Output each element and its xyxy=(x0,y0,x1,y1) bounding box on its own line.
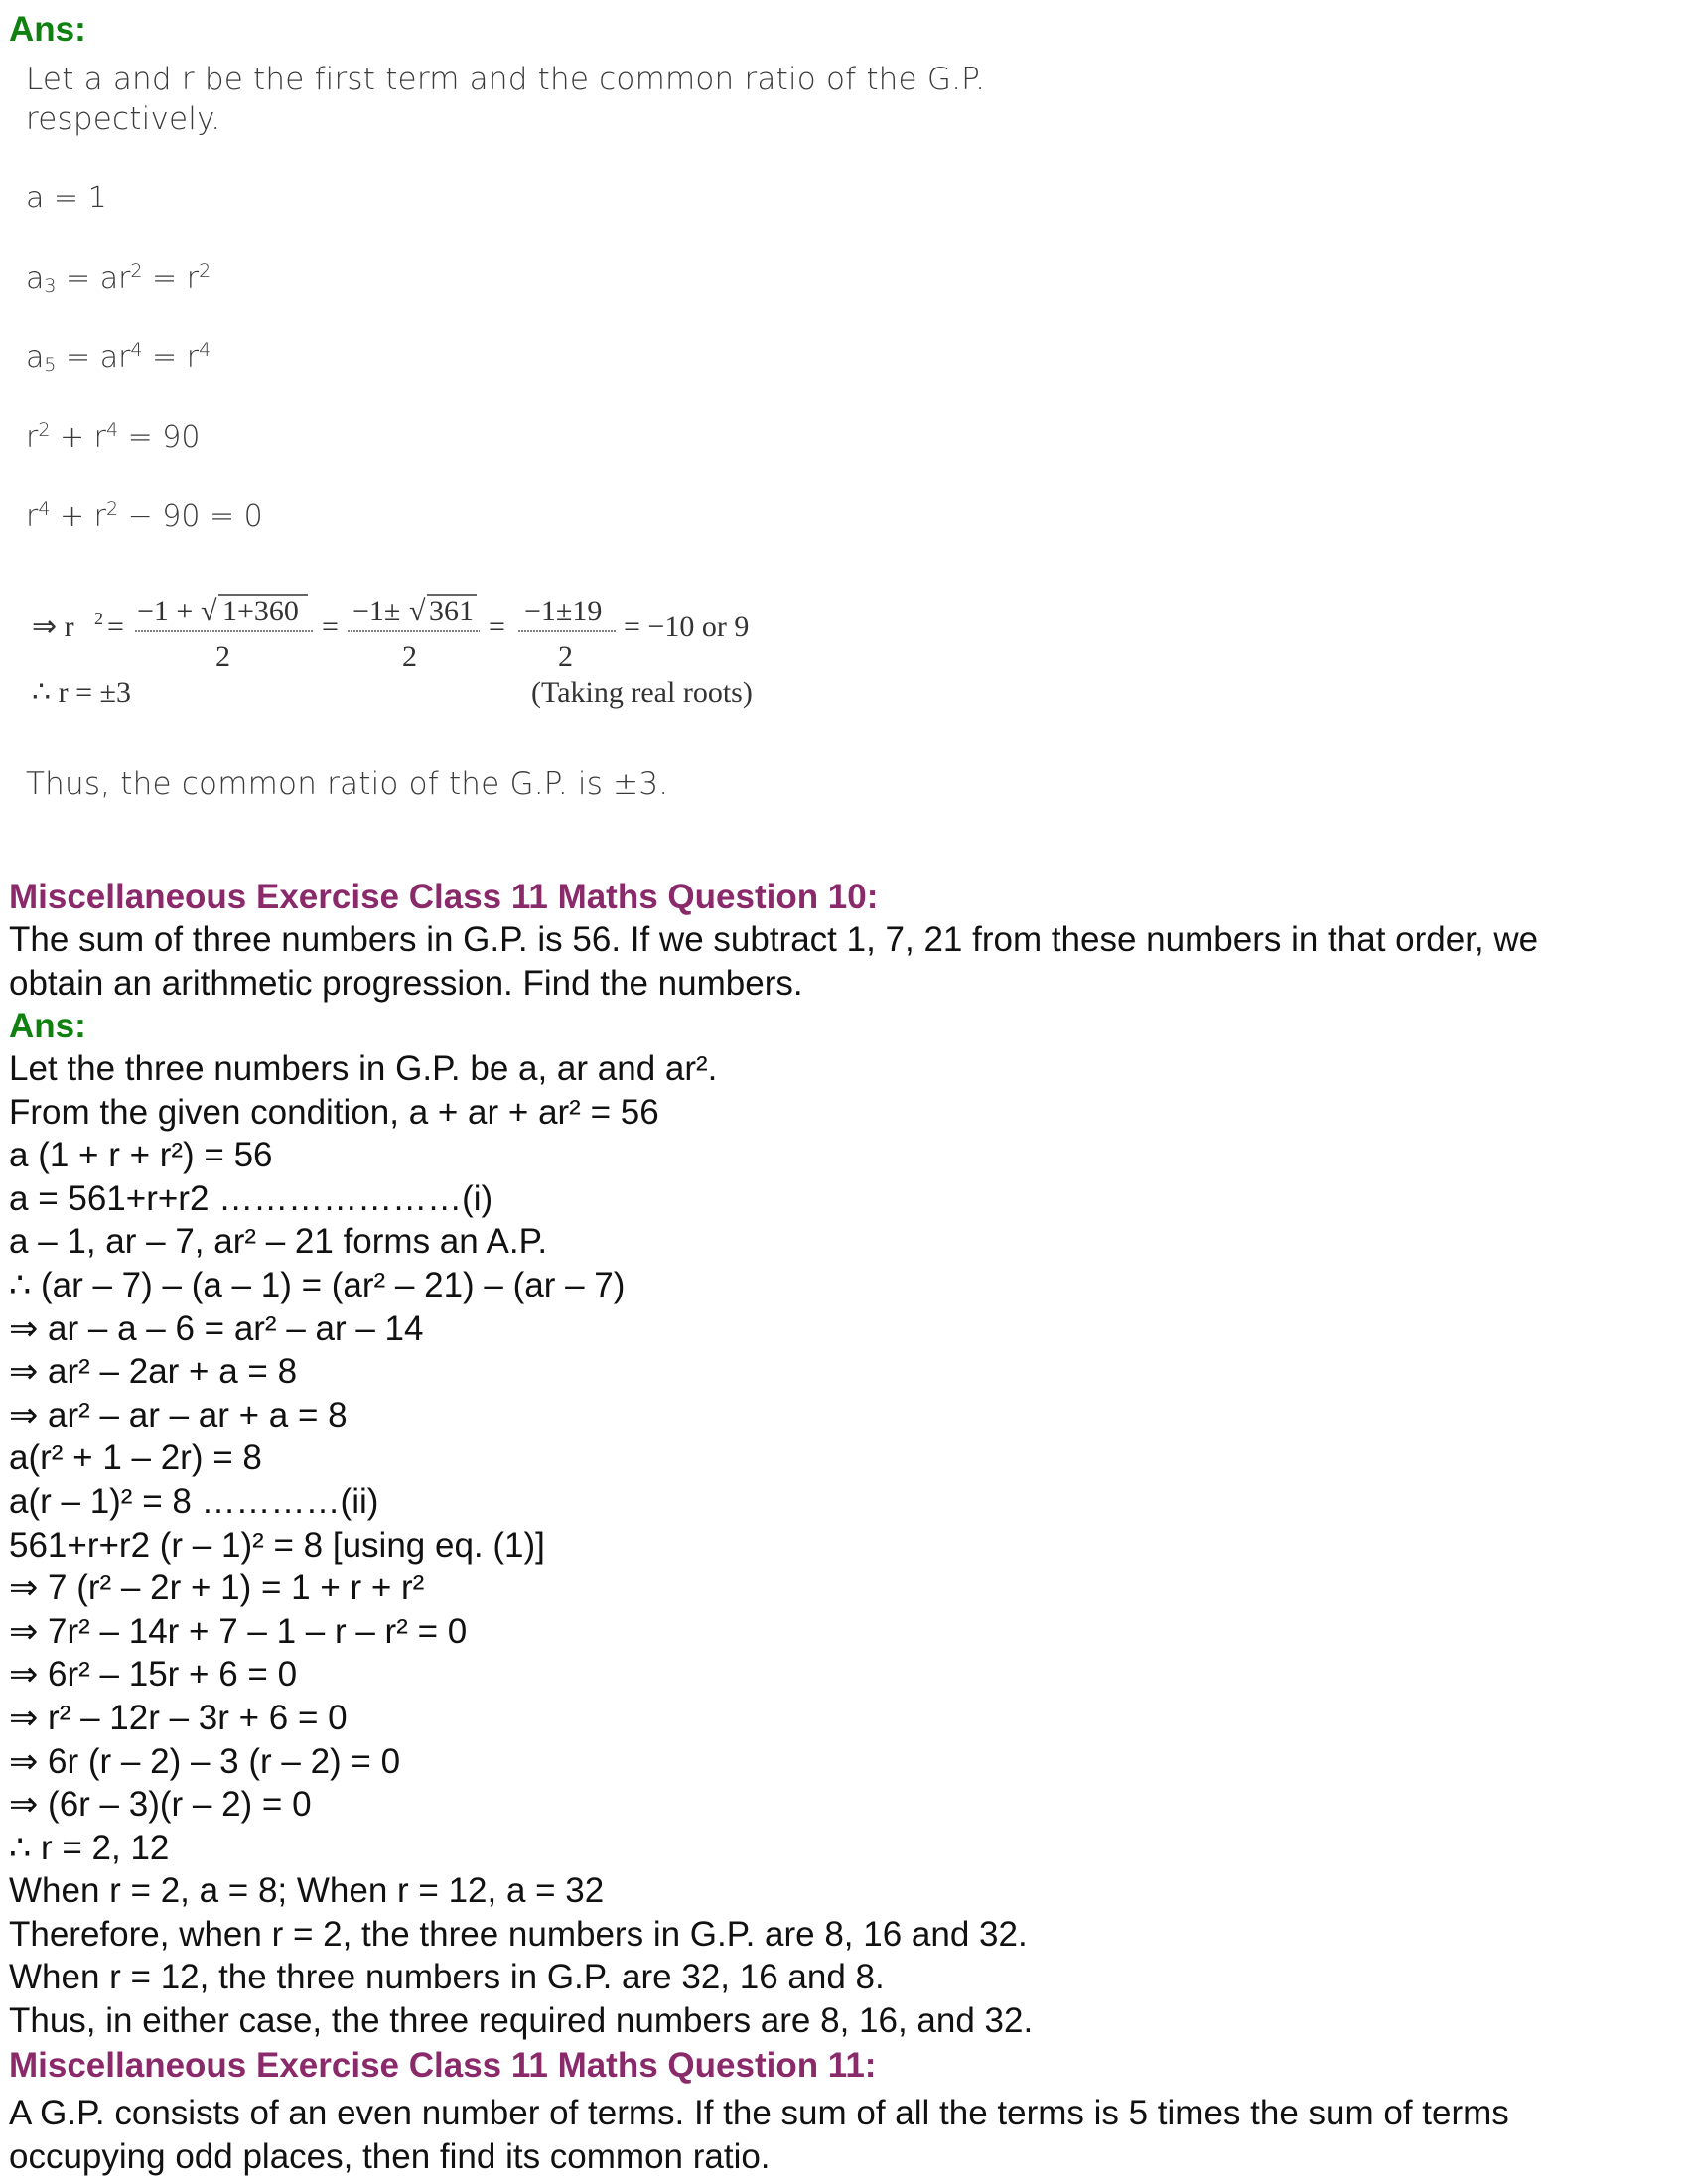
solution-line: ⇒ 7r² – 14r + 7 – 1 – r – r² = 0 xyxy=(9,1611,468,1651)
question-10-heading: Miscellaneous Exercise Class 11 Maths Question 10: xyxy=(9,878,879,916)
therefore-r: ∴ r = ±3 xyxy=(32,676,131,709)
solution-line: a – 1, ar – 7, ar² – 21 forms an A.P. xyxy=(9,1222,548,1262)
question-11-line-2: occupying odd places, then find its common ratio. xyxy=(9,2136,771,2176)
conclusion: Thus, the common ratio of the G.P. is ±3. xyxy=(26,766,669,802)
svg-text:1+360: 1+360 xyxy=(222,595,299,627)
denominator-2: 2 xyxy=(402,640,417,673)
solution-line: ⇒ ar² – ar – ar + a = 8 xyxy=(9,1395,348,1434)
solution-line: a (1 + r + r²) = 56 xyxy=(9,1136,273,1175)
solution-line: a(r² + 1 – 2r) = 8 xyxy=(9,1438,262,1478)
eq-sum: $r^2 + r^4 = 90$ xyxy=(26,419,201,455)
eq-a3: $a_3 = ar^2 = r^2$ xyxy=(26,260,211,297)
answer-label: Ans: xyxy=(9,10,86,49)
eq-quartic: $r^4 + r^2 - 90 = 0$ xyxy=(26,498,263,534)
question-11-line-1: A G.P. consists of an even number of terms. If the sum of all the terms is 5 times the sum of terms xyxy=(9,2094,1509,2132)
solution-line: From the given condition, a + ar + ar² = 56 xyxy=(9,1092,659,1132)
solution-line: ⇒ 6r² – 15r + 6 = 0 xyxy=(9,1655,298,1695)
solution-line: ⇒ ar² – 2ar + a = 8 xyxy=(9,1352,298,1392)
intro-line-1: Let a and r be the first term and the common ratio of the G.P. xyxy=(26,62,986,97)
solution-line: Thus, in either case, the three required numbers are 8, 16, and 32. xyxy=(9,2001,1034,2041)
numerator-2: −1± xyxy=(352,595,401,627)
svg-text:=: = xyxy=(322,611,339,643)
svg-text:√: √ xyxy=(201,595,217,627)
svg-text:361: 361 xyxy=(429,595,474,627)
svg-text:2: 2 xyxy=(94,609,103,628)
solution-line: Let the three numbers in G.P. be a, ar and ar². xyxy=(9,1049,718,1088)
solution-line: ∴ (ar – 7) – (a – 1) = (ar² – 21) – (ar – 7) xyxy=(9,1265,626,1304)
question-10-line-1: The sum of three numbers in G.P. is 56. If we subtract 1, 7, 21 from these numbers in that order, we xyxy=(9,920,1539,959)
quadratic-formula xyxy=(20,581,814,720)
solution-line: a = 561+r+r2 …………………(i) xyxy=(9,1178,493,1218)
svg-text:=: = xyxy=(107,611,124,643)
solution-line: ⇒ 7 (r² – 2r + 1) = 1 + r + r² xyxy=(9,1569,425,1608)
svg-text:√: √ xyxy=(409,595,426,627)
question-10-solution xyxy=(9,1047,1033,2043)
question-11-text xyxy=(9,2092,1509,2178)
solution-line: a(r – 1)² = 8 …………(ii) xyxy=(9,1481,379,1521)
intro-line-2: respectively. xyxy=(26,101,221,137)
denominator-1: 2 xyxy=(215,640,230,673)
solution-line: ⇒ r² – 12r – 3r + 6 = 0 xyxy=(9,1698,348,1737)
svg-text:=: = xyxy=(489,611,505,643)
question-10-text xyxy=(9,918,1677,1005)
question-10-line-2: obtain an arithmetic progression. Find the numbers. xyxy=(9,963,803,1003)
eq-a: a = 1 xyxy=(26,181,107,215)
real-roots-note: (Taking real roots) xyxy=(531,676,753,709)
implies-r2: ⇒ r xyxy=(32,611,74,643)
question-11-heading: Miscellaneous Exercise Class 11 Maths Question 11: xyxy=(9,2046,877,2085)
solution-line: When r = 12, the three numbers in G.P. are 32, 16 and 8. xyxy=(9,1958,885,1997)
solution-line: ⇒ (6r – 3)(r – 2) = 0 xyxy=(9,1785,312,1825)
answer-label-q10: Ans: xyxy=(9,1007,86,1045)
solution-line: Therefore, when r = 2, the three numbers in G.P. are 8, 16 and 32. xyxy=(9,1914,1028,1954)
solution-line: 561+r+r2 (r – 1)² = 8 [using eq. (1)] xyxy=(9,1525,545,1565)
denominator-3: 2 xyxy=(558,640,573,673)
numerator-3: −1±19 xyxy=(524,595,603,627)
solution-line: ⇒ ar – a – 6 = ar² – ar – 14 xyxy=(9,1308,424,1348)
solution-line: ∴ r = 2, 12 xyxy=(9,1828,170,1867)
numerator-1: −1 + xyxy=(137,595,194,627)
solution-line: ⇒ 6r (r – 2) – 3 (r – 2) = 0 xyxy=(9,1741,401,1781)
eq-a5: $a_5 = ar^4 = r^4$ xyxy=(26,340,211,376)
formula-result: = −10 or 9 xyxy=(624,611,750,643)
solution-line: When r = 2, a = 8; When r = 12, a = 32 xyxy=(9,1871,605,1911)
